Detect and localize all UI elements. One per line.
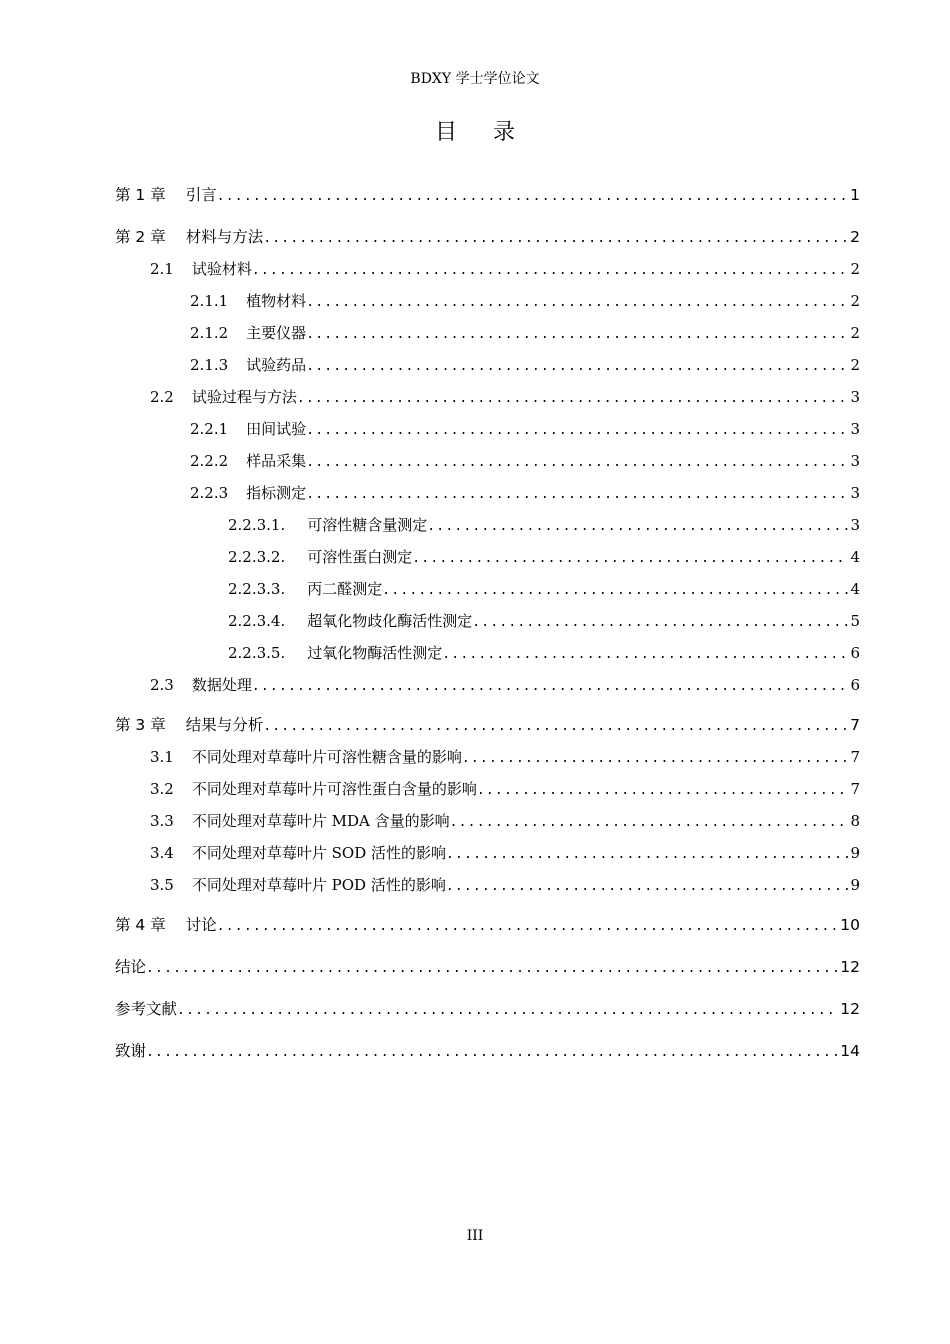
- page-header: BDXY 学士学位论文: [410, 71, 540, 87]
- toc-entry[interactable]: [190, 354, 860, 376]
- toc-entry-title: 材料与方法: [185, 228, 264, 246]
- toc-entry-page: 4: [850, 548, 860, 566]
- toc-entry-title: 主要仪器: [246, 324, 307, 342]
- toc-entry-page: 12: [840, 1000, 860, 1018]
- toc-entry[interactable]: [115, 184, 860, 206]
- toc-dot-leader: [446, 844, 848, 864]
- toc-dot-leader: [252, 260, 849, 280]
- toc-entry[interactable]: [150, 778, 860, 800]
- toc-entry-number: 2.1.3: [190, 356, 229, 374]
- toc-dot-leader: [442, 644, 848, 664]
- toc-entry-page: 2: [850, 260, 860, 278]
- toc-dot-leader: [427, 516, 848, 536]
- toc-entry-number: 3.4: [150, 844, 174, 862]
- toc-dot-leader: [306, 452, 848, 472]
- toc-entry-number: 3.5: [150, 876, 174, 894]
- toc-entry[interactable]: [115, 226, 860, 248]
- toc-entry-number: 2.2.3.1.: [228, 516, 286, 534]
- toc-entry-page: 6: [850, 644, 860, 662]
- toc-dot-leader: [450, 812, 849, 832]
- toc-dot-leader: [306, 420, 848, 440]
- toc-entry-page: 5: [850, 612, 860, 630]
- toc-dot-leader: [472, 612, 848, 632]
- toc-entry-title: 结论: [115, 958, 147, 976]
- toc-entry-title: 田间试验: [246, 420, 307, 438]
- toc-dot-leader: [217, 916, 839, 936]
- toc-entry[interactable]: [150, 746, 860, 768]
- toc-dot-leader: [462, 748, 849, 768]
- toc-entry-number: 2.2.3.2.: [228, 548, 286, 566]
- toc-entry[interactable]: [190, 450, 860, 472]
- toc-entry-title: 讨论: [185, 916, 217, 934]
- toc-entry-page: 10: [840, 916, 860, 934]
- toc-entry-number: 2.2.3: [190, 484, 229, 502]
- toc-entry-number: 2.3: [150, 676, 174, 694]
- toc-entry-number: 2.2.1: [190, 420, 229, 438]
- toc-dot-leader: [306, 484, 848, 504]
- toc-entry-page: 3: [850, 452, 860, 470]
- toc-entry-title: 过氧化物酶活性测定: [307, 644, 443, 662]
- toc-entry-page: 14: [840, 1042, 860, 1060]
- page-number-footer: III: [466, 1228, 484, 1244]
- toc-dot-leader: [263, 716, 848, 736]
- toc-dot-leader: [306, 324, 848, 344]
- toc-entry-page: 4: [850, 580, 860, 598]
- toc-entry-page: 2: [850, 356, 860, 374]
- toc-dot-leader: [306, 292, 848, 312]
- toc-entry-title: 超氧化物歧化酶活性测定: [307, 612, 473, 630]
- toc-entry-title: 不同处理对草莓叶片可溶性蛋白含量的影响: [191, 780, 477, 798]
- toc-entry-number: 2.2.2: [190, 452, 229, 470]
- toc-dot-leader: [297, 388, 849, 408]
- toc-entry-title: 不同处理对草莓叶片可溶性糖含量的影响: [191, 748, 462, 766]
- toc-title-char: 目: [434, 120, 457, 145]
- toc-entry-title: 植物材料: [246, 292, 307, 310]
- toc-entry[interactable]: [150, 258, 860, 280]
- toc-entry-number: 2.2: [150, 388, 174, 406]
- toc-entry-title: 结果与分析: [185, 716, 264, 734]
- toc-entry[interactable]: [115, 956, 860, 978]
- toc-dot-leader: [177, 1000, 838, 1020]
- toc-entry[interactable]: [228, 514, 860, 536]
- toc-entry-page: 12: [840, 958, 860, 976]
- toc-entry-number: 3.2: [150, 780, 174, 798]
- toc-entry-page: 9: [850, 844, 860, 862]
- toc-entry-page: 7: [850, 716, 860, 734]
- toc-entry[interactable]: [150, 386, 860, 408]
- toc-entry-number: 2.1: [150, 260, 174, 278]
- toc-dot-leader: [146, 958, 838, 978]
- toc-entry-title: 试验药品: [246, 356, 307, 374]
- toc-dot-leader: [217, 186, 848, 206]
- toc-entry[interactable]: [190, 290, 860, 312]
- toc-entry-title: 丙二醛测定: [307, 580, 383, 598]
- toc-entry[interactable]: [190, 322, 860, 344]
- toc-entry-page: 7: [850, 780, 860, 798]
- toc-entry-title: 试验材料: [191, 260, 252, 278]
- toc-entry[interactable]: [150, 874, 860, 896]
- toc-entry-title: 参考文献: [115, 1000, 178, 1018]
- toc-entry-title: 引言: [185, 186, 217, 204]
- toc-entry-number: 第 1 章: [115, 186, 166, 204]
- toc-entry-page: 2: [850, 324, 860, 342]
- toc-entry-title: 样品采集: [246, 452, 307, 470]
- toc-entry-title: 数据处理: [191, 676, 252, 694]
- toc-entry-title: 致谢: [115, 1042, 147, 1060]
- toc-entry-title: 不同处理对草莓叶片 POD 活性的影响: [191, 876, 446, 894]
- toc-entry-page: 8: [850, 812, 860, 830]
- toc-entry-number: 第 2 章: [115, 228, 166, 246]
- toc-entry-number: 3.1: [150, 748, 174, 766]
- toc-dot-leader: [446, 876, 849, 896]
- toc-dot-leader: [412, 548, 848, 568]
- toc-entry-title: 不同处理对草莓叶片 SOD 活性的影响: [191, 844, 446, 862]
- toc-entry-page: 6: [850, 676, 860, 694]
- toc-dot-leader: [252, 676, 849, 696]
- toc-entry-page: 2: [850, 292, 860, 310]
- toc-entry-title: 可溶性蛋白测定: [307, 548, 413, 566]
- toc-entry[interactable]: [150, 674, 860, 696]
- toc-entry-title: 试验过程与方法: [191, 388, 297, 406]
- toc-entry[interactable]: [190, 418, 860, 440]
- toc-entry-page: 2: [850, 228, 860, 246]
- toc-entry[interactable]: [115, 714, 860, 736]
- toc-entry-page: 3: [850, 388, 860, 406]
- toc-entry-number: 2.1.2: [190, 324, 229, 342]
- toc-entry[interactable]: [190, 482, 860, 504]
- toc-entry[interactable]: [115, 914, 860, 936]
- toc-entry[interactable]: [150, 810, 860, 832]
- toc-dot-leader: [306, 356, 848, 376]
- toc-entry-page: 9: [850, 876, 860, 894]
- toc-entry[interactable]: [228, 546, 860, 568]
- toc-dot-leader: [146, 1042, 838, 1062]
- toc-dot-leader: [477, 780, 849, 800]
- toc-dot-leader: [382, 580, 848, 600]
- toc-title-char: 录: [493, 120, 516, 145]
- toc-entry-number: 第 4 章: [115, 916, 166, 934]
- toc-entry-title: 不同处理对草莓叶片 MDA 含量的影响: [191, 812, 450, 830]
- toc-entry[interactable]: [115, 1040, 860, 1062]
- toc-entry[interactable]: [228, 642, 860, 664]
- toc-entry[interactable]: [115, 998, 860, 1020]
- toc-entry-number: 2.2.3.4.: [228, 612, 286, 630]
- toc-entry-title: 可溶性糖含量测定: [307, 516, 428, 534]
- toc-entry[interactable]: [150, 842, 860, 864]
- toc-entry-page: 3: [850, 420, 860, 438]
- toc-entry-number: 2.2.3.5.: [228, 644, 286, 662]
- toc-entry-number: 3.3: [150, 812, 174, 830]
- toc-entry-title: 指标测定: [246, 484, 307, 502]
- toc-entry[interactable]: [228, 610, 860, 632]
- toc-entry-number: 2.1.1: [190, 292, 229, 310]
- toc-entry[interactable]: [228, 578, 860, 600]
- toc-entry-number: 第 3 章: [115, 716, 166, 734]
- toc-entry-page: 7: [850, 748, 860, 766]
- toc-entry-page: 1: [850, 186, 860, 204]
- toc-entry-page: 3: [850, 516, 860, 534]
- toc-entry-number: 2.2.3.3.: [228, 580, 286, 598]
- toc-dot-leader: [263, 228, 848, 248]
- toc-entry-page: 3: [850, 484, 860, 502]
